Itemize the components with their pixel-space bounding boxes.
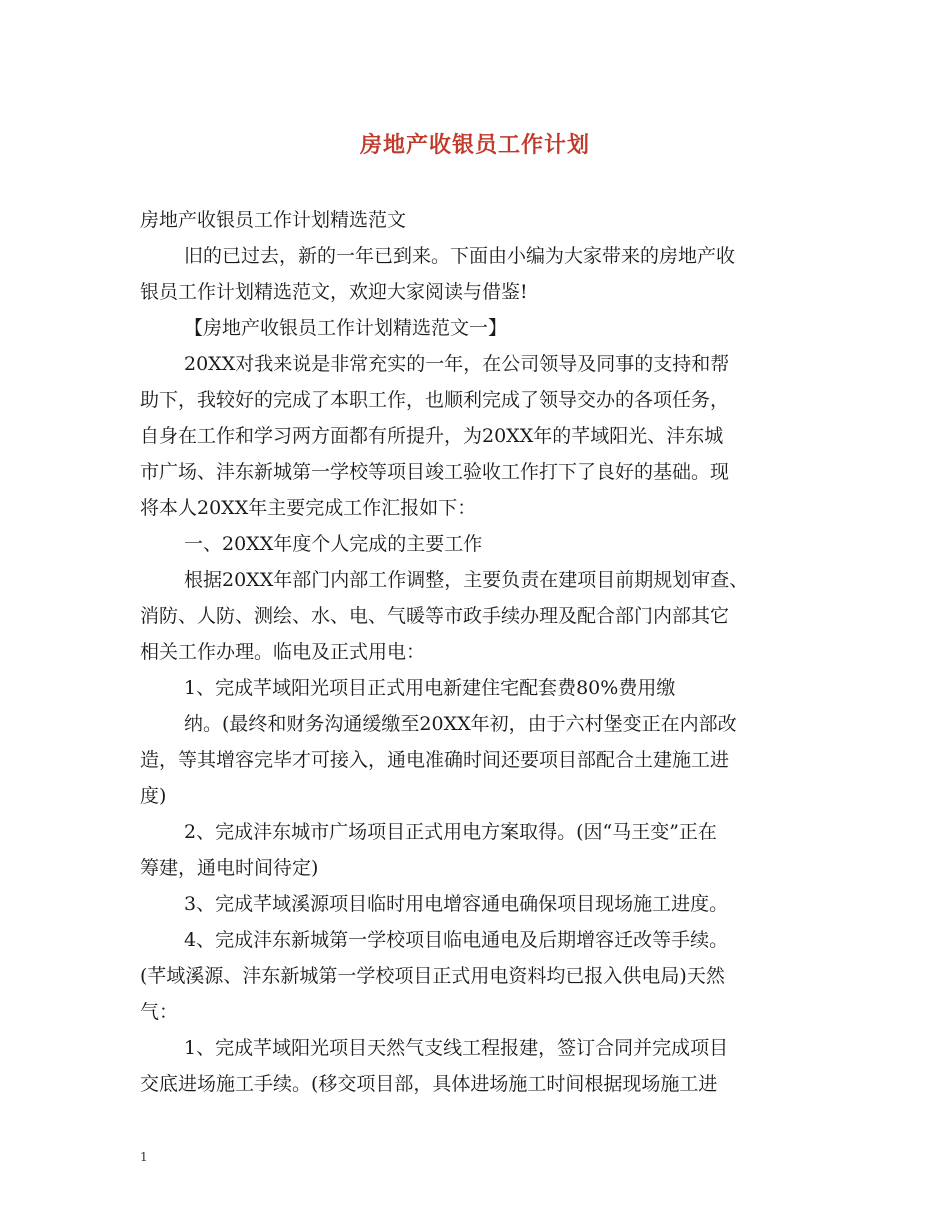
text-line: 度) bbox=[140, 785, 167, 807]
page-number: 1 bbox=[140, 1150, 148, 1164]
text-line: 助下，我较好的完成了本职工作，也顺利完成了领导交办的各项任务， bbox=[140, 389, 730, 411]
text-line: 市广场、沣东新城第一学校等项目竣工验收工作打下了良好的基础。现 bbox=[140, 461, 730, 483]
text-line: 1、完成芊域阳光项目天然气支线工程报建，签订合同并完成项目 bbox=[184, 1037, 729, 1059]
text-line: 气： bbox=[140, 1001, 179, 1023]
text-line: 纳。(最终和财务沟通缓缴至20XX年初，由于六村堡变正在内部改 bbox=[184, 713, 737, 735]
text-line: 1、完成芊域阳光项目正式用电新建住宅配套费80%费用缴 bbox=[184, 677, 676, 699]
document-title: 房地产收银员工作计划 bbox=[359, 132, 590, 158]
text-line: 2、完成沣东城市广场项目正式用电方案取得。(因“马王变”正在 bbox=[184, 821, 717, 843]
text-line: 交底进场施工手续。(移交项目部，具体进场施工时间根据现场施工进 bbox=[140, 1073, 718, 1095]
text-line: 造，等其增容完毕才可接入，通电准确时间还要项目部配合土建施工进 bbox=[140, 749, 730, 771]
text-line: 筹建，通电时间待定) bbox=[140, 857, 319, 879]
text-line: 将本人20XX年主要完成工作汇报如下： bbox=[140, 497, 477, 519]
text-line: 相关工作办理。临电及正式用电： bbox=[140, 641, 426, 663]
text-line: 银员工作计划精选范文，欢迎大家阅读与借鉴! bbox=[140, 281, 528, 303]
text-line: 3、完成芊域溪源项目临时用电增容通电确保项目现场施工进度。 bbox=[184, 893, 729, 915]
text-line: 【房地产收银员工作计划精选范文一】 bbox=[184, 317, 508, 339]
text-line: 消防、人防、测绘、水、电、气暖等市政手续办理及配合部门内部其它 bbox=[140, 605, 730, 627]
text-line: 20XX对我来说是非常充实的一年，在公司领导及同事的支持和帮 bbox=[184, 353, 730, 375]
document-body bbox=[140, 202, 820, 1102]
text-line: 一、20XX年度个人完成的主要工作 bbox=[184, 533, 483, 555]
text-line: 根据20XX年部门内部工作调整，主要负责在建项目前期规划审查、 bbox=[184, 569, 749, 591]
text-line: 自身在工作和学习两方面都有所提升，为20XX年的芊域阳光、沣东城 bbox=[140, 425, 724, 447]
text-line: 旧的已过去，新的一年已到来。下面由小编为大家带来的房地产收 bbox=[184, 245, 736, 267]
text-line: 4、完成沣东新城第一学校项目临电通电及后期增容迁改等手续。 bbox=[184, 929, 729, 951]
text-line: 房地产收银员工作计划精选范文 bbox=[140, 209, 407, 231]
text-line: (芊域溪源、沣东新城第一学校项目正式用电资料均已报入供电局)天然 bbox=[140, 965, 725, 987]
